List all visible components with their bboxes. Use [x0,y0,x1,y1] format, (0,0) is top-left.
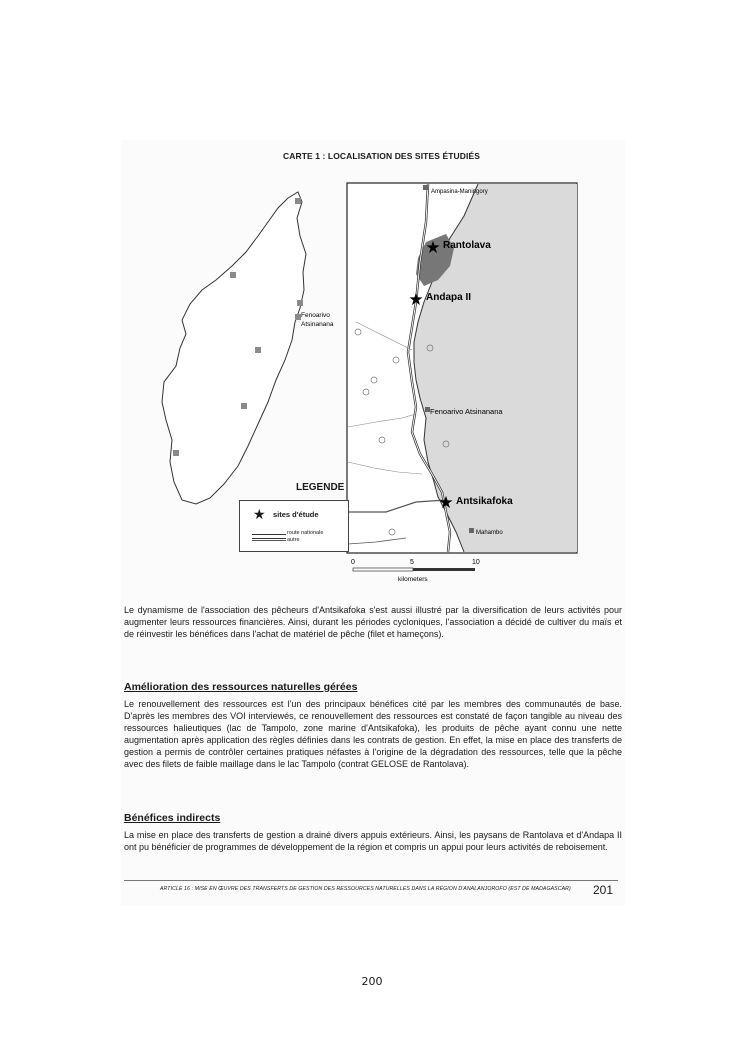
paragraph-dynamisme: Le dynamisme de l'association des pêcheurs d'Antsikafoka s'est aussi illustré par la diversification de leurs activités pour augmenter leurs ressources financières. Ainsi, durant les périodes cycloniques, l'association a décidé de cultiver du maïs et de réinvestir les bénéfices dans l'achat de matériel de pêche (filet et hameçons). [124,605,622,640]
footer-rule [124,880,618,881]
section-title-amelioration: Amélioration des ressources naturelles gérées [124,681,358,693]
legend-sites-label: sites d'étude [273,510,319,519]
star-icon: ★ [253,506,266,522]
town-square [241,403,247,409]
scale-segment [413,568,475,571]
town-square [255,347,261,353]
section-title-benefices: Bénéfices indirects [124,812,221,824]
town-square [469,528,474,533]
running-footer: ARTICLE 16 : MISE EN ŒUVRE DES TRANSFERTS DE GESTION DES RESSOURCES NATURELLES DANS LA RÉGION D'ANALANJOROFO (EST DE MADAGASCAR) [160,886,571,892]
andapa-label: Andapa II [426,292,472,303]
legend-road-label: route nationale [287,530,324,536]
scan-page-number: 201 [593,883,614,897]
fenoarivo-label: Fenoarivo [301,312,330,319]
site-star-rantolava: ★ [425,238,441,257]
paragraph-renouvellement: Le renouvellement des ressources est l'un des principaux bénéfices cité par les membres des communautés de base. D'après les membres des VOI interviewés, ce renouvellement des ressources est constaté de façon tangible au niveau des ressources halieutiques (lac de Tampolo, zone marine d'Antsikafoka), les produits de pêche ayant connu une nette augmentation après application des règles définies dans les contrats de gestion. En effet, la mise en place des transferts de gestion a permis de contrôler certaines pratiques néfastes à l'origine de la dégradation des ressources, telle que la pêche avec des filets de faible maillage dans le lac Tampolo (contrat GELOSE de Rantolava). [124,699,622,770]
scale-tick-label: 10 [472,559,480,566]
other-road-symbol [252,540,286,541]
rantolava-label: Rantolava [443,240,491,251]
scale-tick-label: 0 [351,559,355,566]
scale-tick-label: 5 [410,559,414,566]
town-square [297,300,303,306]
fenoarivo-detail-label: Fenoarivo Atsinanana [430,407,503,416]
scale-unit-label: kilometers [398,576,428,583]
madagascar-outline-map [150,170,355,515]
town-square [295,198,301,204]
legend-other-label: autre [287,537,300,543]
atsinanana-label: Atsinanana [301,321,334,328]
map-title: CARTE 1 : LOCALISATION DES SITES ÉTUDIÉS [283,151,480,161]
scale-bar [350,556,484,586]
paragraph-benefices: La mise en place des transferts de gestion a drainé divers appuis extérieurs. Ainsi, les paysans de Rantolava et d'Andapa II ont pu bénéficier de programmes de développement de la région et compris un appui pour leurs activités de reboisement. [124,830,622,853]
mahambo-label: Mahambo [476,530,503,536]
legend-title: LEGENDE [296,482,345,493]
page-number: 200 [361,975,383,988]
town-square [423,185,428,190]
ampasina-label: Ampasina-Maningory [431,189,488,195]
site-star-andapa: ★ [408,290,424,309]
national-road-symbol [252,534,286,539]
town-square [230,272,236,278]
town-square [173,450,179,456]
detail-map [346,182,578,554]
site-star-antsikafoka: ★ [438,493,454,512]
scale-segment [353,568,413,571]
legend-box [239,500,349,552]
madagascar-island [162,192,306,504]
antsikafoka-label: Antsikafoka [456,496,513,507]
